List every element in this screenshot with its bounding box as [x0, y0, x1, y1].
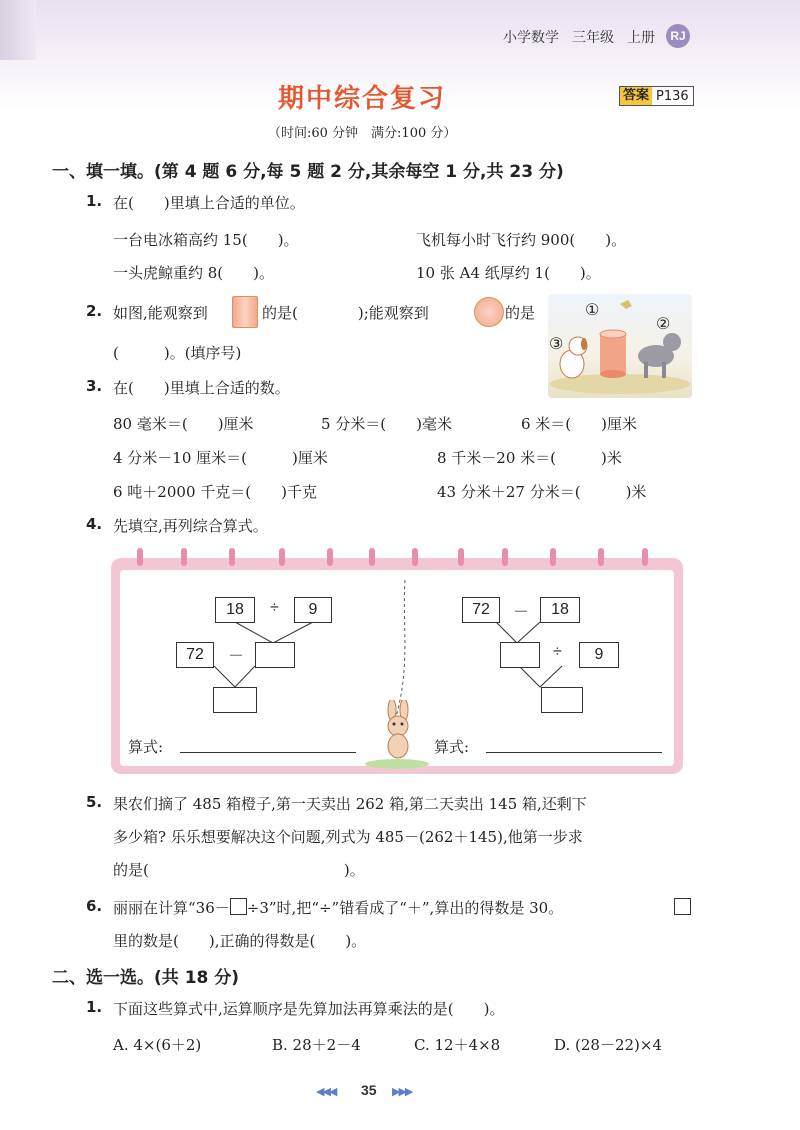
q3-item: 6 米＝( )厘米 — [521, 415, 638, 433]
next-arrows-icon: ▶▶▶ — [392, 1085, 412, 1098]
left-operator-1: ÷ — [270, 599, 279, 616]
q1-number: 1. — [86, 192, 103, 210]
option-a[interactable]: A. 4×(6＋2) — [113, 1036, 202, 1054]
left-operator-2: － — [228, 648, 245, 665]
right-operand-c: 9 — [579, 642, 619, 668]
ring-decoration — [642, 548, 648, 566]
q1-line: 10 张 A4 纸厚约 1( )。 — [416, 264, 601, 282]
q1-line: 一台电冰箱高约 15( )。 — [113, 231, 299, 249]
ring-decoration — [137, 548, 143, 566]
q5-number: 5. — [86, 793, 103, 811]
time-info: （时间:60 分钟 满分:100 分） — [268, 126, 457, 141]
q6-line1-a: 丽丽在计算“36－ — [113, 899, 230, 917]
illus-label-1: ① — [585, 300, 600, 319]
option-c[interactable]: C. 12＋4×8 — [414, 1036, 501, 1054]
header-subject: 小学数学 — [503, 29, 559, 45]
rabbit-illustration — [362, 700, 432, 770]
prev-arrows-icon: ◀◀◀ — [316, 1085, 336, 1098]
q3-item: 5 分米＝( )毫米 — [321, 415, 453, 433]
option-d[interactable]: D. (28－22)×4 — [554, 1036, 663, 1054]
q2-text-b: 的是( );能观察到 — [262, 304, 429, 322]
right-operator-1: － — [513, 604, 530, 621]
s2-q1-number: 1. — [86, 998, 103, 1016]
left-blank-1[interactable] — [255, 642, 295, 668]
left-formula-label: 算式: — [128, 738, 164, 756]
q6-line1-b: ÷3”时,把“÷”错看成了“＋”,算出的得数是 30。 — [246, 899, 564, 917]
q6-number: 6. — [86, 897, 103, 915]
q6-line2: 里的数是( ),正确的得数是( )。 — [113, 932, 367, 950]
q3-item: 4 分米－10 厘米＝( )厘米 — [113, 449, 328, 467]
answer-label: 答案 — [620, 87, 652, 105]
q1-line: 一头虎鲸重约 8( )。 — [113, 264, 275, 282]
right-blank-1[interactable] — [500, 642, 540, 668]
q1-line: 飞机每小时飞行约 900( )。 — [416, 231, 627, 249]
ring-decoration — [229, 548, 235, 566]
right-operand-a: 72 — [462, 597, 500, 623]
ring-decoration — [181, 548, 187, 566]
section1-heading: 一、填一填。(第 4 题 6 分,每 5 题 2 分,其余每空 1 分,共 23 分) — [52, 162, 564, 182]
rectangle-view-icon — [232, 296, 258, 328]
right-operator-2: ÷ — [553, 643, 562, 660]
q4-number: 4. — [86, 515, 103, 533]
q5-line2: 多少箱? 乐乐想要解决这个问题,列式为 485－(262＋145),他第一步求 — [113, 828, 583, 846]
illus-label-2: ② — [656, 314, 671, 333]
q2-text-a: 如图,能观察到 — [113, 304, 208, 322]
ring-decoration — [598, 548, 604, 566]
option-b[interactable]: B. 28＋2－4 — [272, 1036, 361, 1054]
ring-decoration — [327, 548, 333, 566]
illus-label-3: ③ — [549, 334, 564, 353]
left-formula-line[interactable] — [180, 751, 356, 753]
right-formula-label: 算式: — [434, 738, 470, 756]
left-operand-b: 9 — [294, 597, 332, 623]
header-grade: 三年级 — [572, 29, 614, 45]
q2-number: 2. — [86, 302, 103, 320]
q3-item: 6 吨＋2000 千克＝( )千克 — [113, 483, 317, 501]
ring-decoration — [279, 548, 285, 566]
observation-illustration — [548, 294, 692, 398]
ring-decoration — [502, 548, 508, 566]
section2-heading: 二、选一选。(共 18 分) — [52, 968, 240, 988]
blank-square-icon — [230, 898, 247, 915]
left-operand-c: 72 — [176, 642, 214, 668]
q3-number: 3. — [86, 377, 103, 395]
page-number: 35 — [361, 1082, 377, 1098]
ring-decoration — [369, 548, 375, 566]
q4-text: 先填空,再列综合算式。 — [113, 517, 268, 535]
q3-item: 43 分米＋27 分米＝( )米 — [437, 483, 647, 501]
left-operand-a: 18 — [215, 597, 255, 623]
header-volume: 上册 — [627, 29, 655, 45]
q5-line1: 果农们摘了 485 箱橙子,第一天卖出 262 箱,第二天卖出 145 箱,还剩下 — [113, 795, 587, 813]
q6-line1 — [113, 897, 563, 918]
ring-decoration — [412, 548, 418, 566]
circle-view-icon — [474, 297, 504, 327]
q5-line3: 的是( )。 — [113, 861, 365, 879]
right-blank-result[interactable] — [541, 687, 583, 713]
right-formula-line[interactable] — [486, 751, 662, 753]
q1-text: 在( )里填上合适的单位。 — [113, 194, 305, 212]
ring-decoration — [550, 548, 556, 566]
page-title: 期中综合复习 — [278, 84, 447, 114]
right-operand-b: 18 — [540, 597, 580, 623]
blank-square-icon — [674, 898, 691, 917]
left-blank-result[interactable] — [213, 687, 257, 713]
q2-text-c: 的是 — [505, 304, 536, 322]
answer-page: P136 — [656, 88, 689, 104]
q2-line2: ( )。(填序号) — [113, 344, 242, 362]
answer-ref — [619, 86, 694, 106]
s2-q1-text: 下面这些算式中,运算顺序是先算加法再算乘法的是( )。 — [113, 1000, 505, 1018]
q3-text: 在( )里填上合适的数。 — [113, 379, 290, 397]
edition-badge: RJ — [666, 24, 690, 48]
ring-decoration — [458, 548, 464, 566]
q3-item: 8 千米－20 米＝( )米 — [437, 449, 622, 467]
q3-item: 80 毫米＝( )厘米 — [113, 415, 254, 433]
